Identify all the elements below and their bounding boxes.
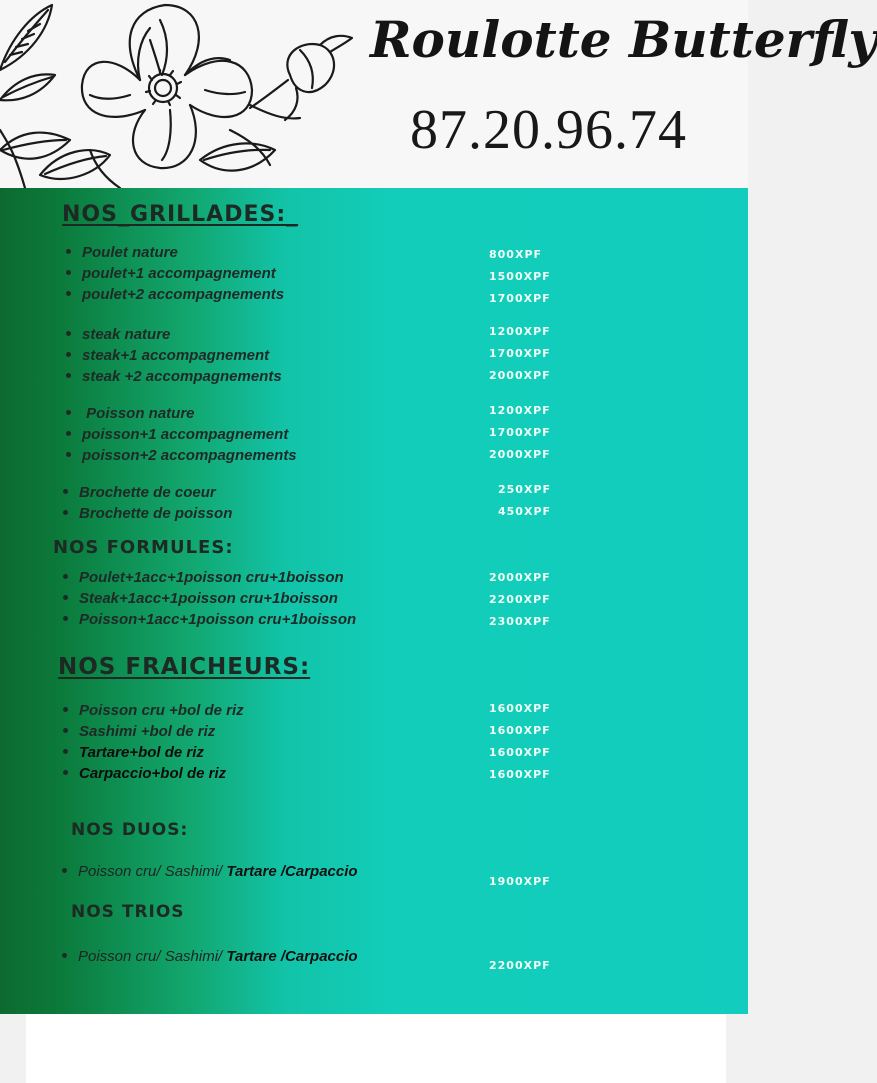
list-item: steak +2 accompagnements bbox=[66, 368, 282, 385]
list-item: steak+1 accompagnement bbox=[66, 347, 269, 364]
phone-number: 87.20.96.74 bbox=[410, 99, 687, 161]
item-price: 1900XPF bbox=[489, 875, 551, 888]
list-item: Poisson nature bbox=[66, 405, 195, 422]
item-price: 2000XPF bbox=[489, 571, 551, 584]
section-title-trios: NOS TRIOS bbox=[71, 902, 185, 922]
list-item: Carpaccio+bol de riz bbox=[63, 765, 226, 782]
list-item: Tartare+bol de riz bbox=[63, 744, 204, 761]
list-item: Poulet nature bbox=[66, 244, 178, 261]
item-price: 800XPF bbox=[489, 248, 543, 261]
list-item: poisson+1 accompagnement bbox=[66, 426, 288, 443]
item-price: 450XPF bbox=[498, 505, 552, 518]
item-price: 2000XPF bbox=[489, 369, 551, 382]
list-item: Poisson cru/ Sashimi/ Tartare /Carpaccio bbox=[62, 863, 358, 880]
item-price: 1200XPF bbox=[489, 404, 551, 417]
menu-header bbox=[0, 0, 877, 188]
item-price: 250XPF bbox=[498, 483, 552, 496]
list-item: Poisson cru +bol de riz bbox=[63, 702, 244, 719]
flower-illustration bbox=[0, 0, 360, 188]
section-title-fraicheurs: NOS FRAICHEURS: bbox=[58, 654, 311, 680]
list-item: Steak+1acc+1poisson cru+1boisson bbox=[63, 590, 338, 607]
item-price: 1600XPF bbox=[489, 724, 551, 737]
item-price: 1500XPF bbox=[489, 270, 551, 283]
item-price: 1600XPF bbox=[489, 702, 551, 715]
item-price: 1600XPF bbox=[489, 768, 551, 781]
item-price: 1700XPF bbox=[489, 426, 551, 439]
section-title-formules: NOS FORMULES: bbox=[53, 537, 234, 558]
next-page-card bbox=[26, 1014, 726, 1083]
menu-body bbox=[0, 188, 748, 1014]
item-price: 1200XPF bbox=[489, 325, 551, 338]
item-price: 1600XPF bbox=[489, 746, 551, 759]
list-item: poulet+2 accompagnements bbox=[66, 286, 284, 303]
item-price: 2300XPF bbox=[489, 615, 551, 628]
list-item: Brochette de coeur bbox=[63, 484, 216, 501]
item-price: 1700XPF bbox=[489, 347, 551, 360]
list-item: poulet+1 accompagnement bbox=[66, 265, 276, 282]
list-item: Poulet+1acc+1poisson cru+1boisson bbox=[63, 569, 344, 586]
item-price: 2200XPF bbox=[489, 959, 551, 972]
list-item: steak nature bbox=[66, 326, 170, 343]
list-item: Poisson cru/ Sashimi/ Tartare /Carpaccio bbox=[62, 948, 358, 965]
item-price: 2000XPF bbox=[489, 448, 551, 461]
list-item: poisson+2 accompagnements bbox=[66, 447, 297, 464]
item-price: 2200XPF bbox=[489, 593, 551, 606]
list-item: Poisson+1acc+1poisson cru+1boisson bbox=[63, 611, 356, 628]
section-title-grillades: NOS_GRILLADES:_ bbox=[62, 202, 299, 227]
item-price: 1700XPF bbox=[489, 292, 551, 305]
section-title-duos: NOS DUOS: bbox=[71, 820, 189, 840]
list-item: Brochette de poisson bbox=[63, 505, 232, 522]
restaurant-name: Roulotte Butterfly bbox=[370, 10, 877, 69]
list-item: Sashimi +bol de riz bbox=[63, 723, 215, 740]
